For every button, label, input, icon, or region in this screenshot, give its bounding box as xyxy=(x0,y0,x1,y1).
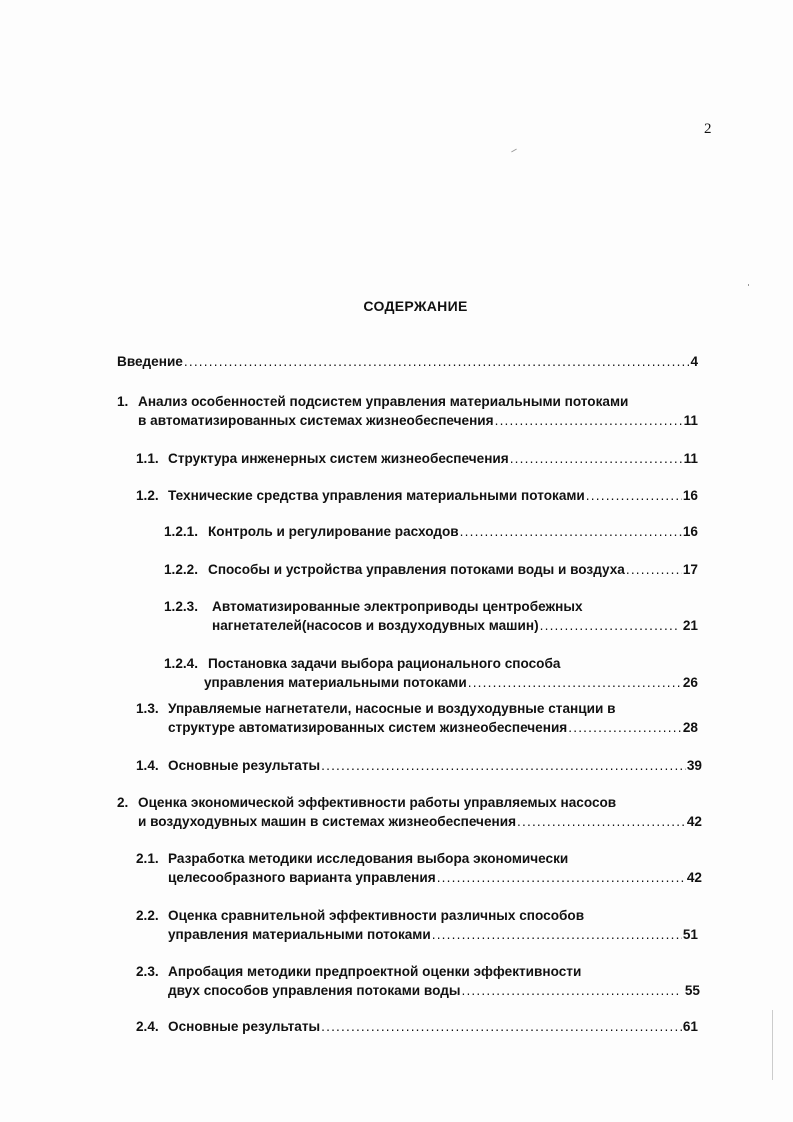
toc-entry-number: 2.1. xyxy=(136,851,159,866)
toc-entry-1-2-1[interactable] xyxy=(164,522,698,541)
dot-leader xyxy=(568,718,682,737)
dot-leader xyxy=(468,673,682,692)
toc-page-number: 4 xyxy=(690,354,698,369)
toc-page-number: 11 xyxy=(683,451,698,466)
toc-page-number: 16 xyxy=(682,488,698,503)
toc-entry-number: 1.3. xyxy=(136,701,159,716)
toc-entry-text: Анализ особенностей подсистем управления материальными потоками xyxy=(138,394,629,409)
toc-entry-text: в автоматизированных системах жизнеобеспечения xyxy=(138,413,494,428)
toc-entry-text: управления материальными потоками xyxy=(204,675,467,690)
dot-leader xyxy=(321,1017,682,1036)
toc-entry-2[interactable] xyxy=(117,793,702,831)
dot-leader xyxy=(540,616,678,635)
toc-entry-text: Основные результаты xyxy=(168,758,321,773)
toc-entry-text: Оценка экономической эффективности работы управляемых насосов xyxy=(138,795,617,810)
toc-entry-2-1[interactable] xyxy=(136,849,702,887)
toc-entry-text: Управляемые нагнетатели, насосные и воздуходувные станции в xyxy=(168,701,616,716)
toc-entry-text: Способы и устройства управления потоками воды и воздуха xyxy=(208,562,625,577)
toc-entry-text: управления материальными потоками xyxy=(168,927,431,942)
toc-entry-1-2-3[interactable] xyxy=(164,597,698,635)
toc-entry-number: 1.4. xyxy=(136,758,159,773)
toc-page-number: 39 xyxy=(686,758,702,773)
toc-entry-text: Введение xyxy=(117,354,183,369)
toc-entry-number: 2.4. xyxy=(136,1019,159,1034)
toc-page-number: 28 xyxy=(682,720,698,735)
toc-page-number: 26 xyxy=(682,675,698,690)
toc-page-number: 17 xyxy=(682,562,698,577)
toc-entry-text: целесообразного варианта управления xyxy=(168,870,436,885)
dot-leader xyxy=(586,486,682,505)
dot-leader xyxy=(495,411,683,430)
toc-title: СОДЕРЖАНИЕ xyxy=(363,298,468,314)
toc-page-number: 21 xyxy=(682,618,698,633)
toc-entry-1-4[interactable] xyxy=(136,756,702,775)
dot-leader xyxy=(510,449,683,468)
dot-leader xyxy=(461,981,679,1000)
toc-entry-1-3[interactable] xyxy=(136,699,698,737)
toc-entry-number: 1.2.3. xyxy=(164,599,199,614)
dot-leader xyxy=(626,560,682,579)
toc-entry-2-3[interactable] xyxy=(136,962,700,1000)
toc-page-number: 42 xyxy=(686,870,702,885)
dot-leader xyxy=(432,925,682,944)
toc-entry-text: и воздуходувных машин в системах жизнеобеспечения xyxy=(138,814,517,829)
toc-entry-text: Основные результаты xyxy=(168,1019,321,1034)
toc-page-number: 42 xyxy=(686,814,702,829)
toc-entry-1-1[interactable] xyxy=(136,449,698,468)
toc-entry-text: нагнетателей(насосов и воздуходувных машин) xyxy=(212,618,539,633)
toc-entry-2-4[interactable] xyxy=(136,1017,698,1036)
dot-leader xyxy=(460,522,682,541)
toc-entry-number: 2.3. xyxy=(136,964,159,979)
toc-entry-text: структуре автоматизированных систем жизнеобеспечения xyxy=(168,720,568,735)
toc-page-number: 11 xyxy=(683,413,698,428)
toc-entry-number: 1.2.2. xyxy=(164,562,199,577)
toc-page-number: 61 xyxy=(682,1019,698,1034)
toc-entry-number: 1.2.4. xyxy=(164,656,199,671)
toc-entry-number: 2. xyxy=(117,795,129,810)
toc-entry-text: Разработка методики исследования выбора экономически xyxy=(168,851,569,866)
toc-entry-number: 1. xyxy=(117,394,129,409)
toc-page-number: 16 xyxy=(682,524,698,539)
toc-page-number: 51 xyxy=(682,927,698,942)
dot-leader xyxy=(184,352,690,371)
toc-page-number: 55 xyxy=(684,983,700,998)
dot-leader xyxy=(437,868,686,887)
toc-entry-number: 1.1. xyxy=(136,451,159,466)
toc-entry-1-2-2[interactable] xyxy=(164,560,698,579)
page-number: 2 xyxy=(704,121,712,137)
toc-entry-text: Структура инженерных систем жизнеобеспечения xyxy=(168,451,509,466)
toc-entry-text: Технические средства управления материальными потоками xyxy=(168,488,585,503)
toc-entry-1-2-4[interactable] xyxy=(164,654,698,692)
scan-speck xyxy=(511,149,517,153)
toc-entry-text: Оценка сравнительной эффективности различных способов xyxy=(168,908,585,923)
toc-entry-2-2[interactable] xyxy=(136,906,698,944)
toc-entry-text: двух способов управления потоками воды xyxy=(168,983,461,998)
toc-entry-intro[interactable] xyxy=(117,352,698,371)
toc-entry-number: 1.2. xyxy=(136,488,159,503)
scan-speck xyxy=(748,284,749,286)
toc-entry-text: Постановка задачи выбора рационального способа xyxy=(208,656,561,671)
toc-entry-text: Автоматизированные электроприводы центробежных xyxy=(212,599,583,614)
toc-entry-1[interactable] xyxy=(117,392,698,430)
toc-entry-number: 1.2.1. xyxy=(164,524,199,539)
toc-entry-number: 2.2. xyxy=(136,908,159,923)
dot-leader xyxy=(517,812,686,831)
dot-leader xyxy=(321,756,686,775)
toc-entry-1-2[interactable] xyxy=(136,486,698,505)
toc-entry-text: Апробация методики предпроектной оценки эффективности xyxy=(168,964,582,979)
toc-entry-text: Контроль и регулирование расходов xyxy=(208,524,459,539)
scan-speck xyxy=(772,1010,773,1080)
